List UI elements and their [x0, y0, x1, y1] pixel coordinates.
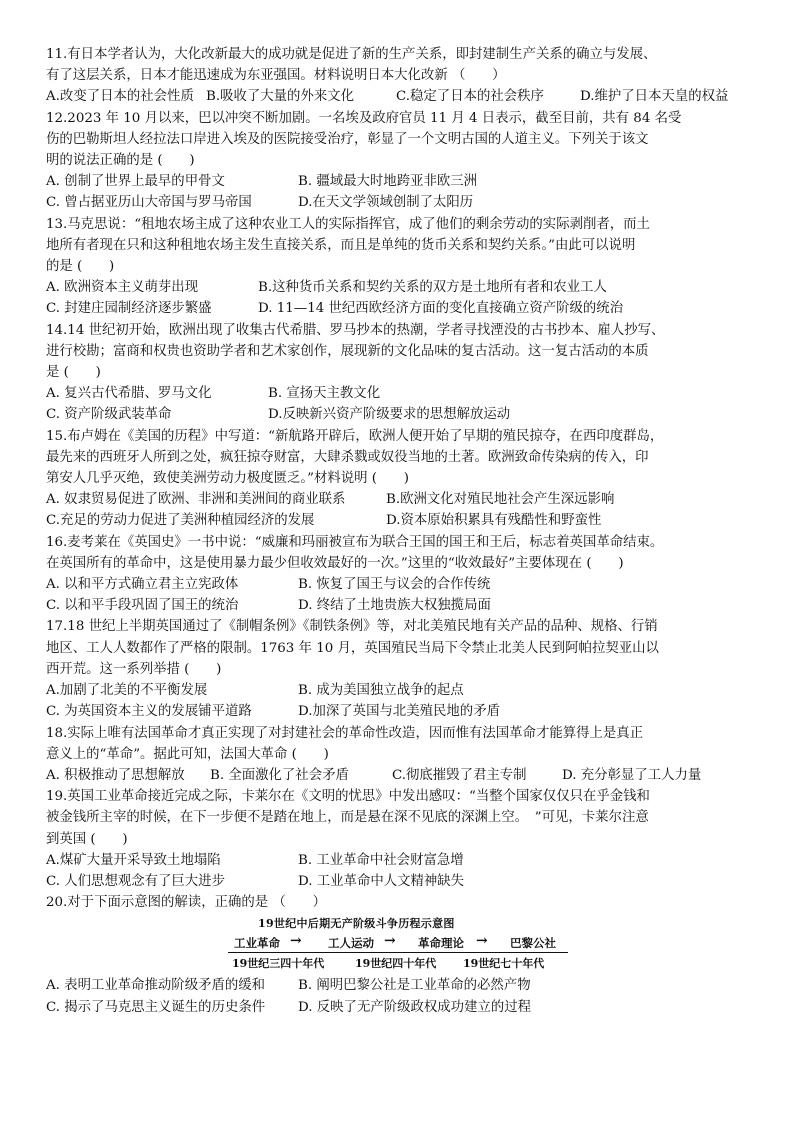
diagram-timeline-line: [228, 952, 568, 953]
options-row: [46, 871, 770, 892]
option-a: A.加剧了北美的不平衡发展: [46, 683, 208, 699]
option-c: C. 资产阶级武装革命: [46, 407, 172, 423]
diagram-title: 19世纪中后期无产阶级斗争历程示意图: [258, 917, 455, 931]
question-text: 伤的巴勒斯坦人经拉法口岸进入埃及的医院接受治疗，彰显了一个文明古国的人道主义。下列关于该文: [46, 131, 649, 147]
question-17: [46, 616, 770, 722]
question-text: 意义上的“革命”。据此可知，法国大革命 ( ): [46, 746, 329, 762]
diagram-stage: 革命理论: [418, 936, 464, 951]
option-d: D. 11—14 世纪西欧经济方面的变化直接确立资产阶级的统治: [258, 301, 624, 317]
option-d: D. 工业革命中人文精神缺失: [298, 873, 465, 889]
question-text: 16.麦考莱在《英国史》一书中说：“威廉和玛丽被宣布为联合王国的国王和王后，标志着英国革命结束。: [46, 534, 664, 550]
diagram-period: 19世纪四十年代: [355, 957, 437, 971]
option-a: A. 以和平方式确立君主立宪政体: [46, 577, 239, 593]
question-11: [46, 44, 770, 108]
option-b: B.这种货币关系和契约关系的双方是土地所有者和农业工人: [258, 280, 607, 296]
question-text: 有了这层关系，日本才能迅速成为东亚强国。材料说明日本大化改新 （ ）: [46, 68, 506, 84]
diagram-stage: 工人运动: [328, 936, 374, 951]
options-row: [46, 680, 770, 701]
question-text: 第安人几乎灭绝，致使美洲劳动力极度匮乏。”材料说明 ( ): [46, 471, 410, 487]
question-text: 在英国所有的革命中，这是使用暴力最少但收效最好的一次。”这里的“收效最好”主要体现在 ( ): [46, 555, 624, 571]
options-row: [46, 404, 770, 425]
option-c: C. 封建庄园制经济逐步繁盛: [46, 301, 212, 317]
options-row: [46, 510, 770, 531]
option-c: C. 人们思想观念有了巨大进步: [46, 873, 225, 889]
option-b: B. 成为美国独立战争的起点: [298, 683, 464, 699]
option-c: C.彻底摧毁了君主专制: [392, 767, 527, 783]
option-b: B.欧洲文化对殖民地社会产生深远影响: [386, 492, 615, 508]
question-text: 14.14 世纪初开始，欧洲出现了收集古代希腊、罗马抄本的热潮，学者寻找湮没的古书抄本、雇人抄写、: [46, 322, 665, 338]
question-text: 11.有日本学者认为，大化改新最大的成功就是促进了新的生产关系，即封建制生产关系的确立与发展、: [46, 47, 657, 62]
question-text: 最先来的西班牙人所到之处，疯狂掠夺财富，大肆杀戮或奴役当地的土著。欧洲致命传染病的传入，印: [46, 449, 649, 465]
question-text: 是 ( ): [46, 365, 101, 381]
options-row: [46, 171, 770, 192]
option-b: B. 阐明巴黎公社是工业革命的必然产物: [298, 978, 531, 994]
options-row: [46, 192, 770, 213]
options-row: [46, 277, 770, 298]
options-row: [46, 850, 770, 871]
option-a: A. 积极推动了思想解放: [46, 767, 185, 783]
question-text: 西开荒。这一系列举措 ( ): [46, 661, 222, 677]
diagram-stage: 巴黎公社: [510, 936, 556, 951]
question-text: 明的说法正确的是 ( ): [46, 153, 195, 169]
diagram-stage: 工业革命: [234, 936, 280, 951]
option-c: C. 以和平手段巩固了国王的统治: [46, 598, 239, 614]
option-b: B. 疆域最大时地跨亚非欧三洲: [298, 174, 478, 190]
options-row: [46, 975, 770, 996]
option-b: B. 恢复了国王与议会的合作传统: [298, 577, 491, 593]
options-row: [46, 86, 770, 107]
question-text: 13.马克思说：“租地农场主成了这种农业工人的实际指挥官，成了他们的剩余劳动的实际剥削者，而土: [46, 216, 650, 232]
option-d: D.加深了英国与北美殖民地的矛盾: [298, 704, 500, 720]
exam-page: [46, 44, 770, 1018]
question-text: 20.对于下面示意图的解读，正确的是 （ ）: [46, 895, 326, 911]
question-14: [46, 320, 770, 426]
options-row: [46, 701, 770, 722]
option-c: C. 揭示了马克思主义诞生的历史条件: [46, 999, 266, 1015]
question-text: 17.18 世纪上半期英国通过了《制帽条例》《制铁条例》等，对北美殖民地有关产品的品种、规格、行销: [46, 619, 658, 635]
option-a: A. 复兴古代希腊、罗马文化: [46, 386, 212, 402]
question-20: [46, 892, 770, 1018]
option-a: A.煤矿大量开采导致土地塌陷: [46, 852, 221, 868]
question-text: 15.布卢姆在《美国的历程》中写道：“新航路开辟后，欧洲人便开始了早期的殖民掠夺，在西印度群岛，: [46, 428, 664, 444]
question-13: [46, 214, 770, 320]
options-row: [46, 574, 770, 595]
option-c: C.稳定了日本的社会秩序: [396, 89, 544, 105]
question-18: [46, 723, 770, 787]
options-row: [46, 489, 770, 510]
options-row: [46, 765, 770, 786]
question-text: 19.英国工业革命接近完成之际，卡莱尔在《文明的忧思》中发出感叹：“当整个国家仅仅只在乎金钱和: [46, 789, 650, 805]
options-row: [46, 997, 770, 1018]
question-text: 地区、工人人数都作了严格的限制。1763 年 10 月，英国殖民当局下令禁止北美人民到阿帕拉契亚山以: [46, 640, 659, 656]
question-text: 的是 ( ): [46, 259, 115, 275]
option-d: D.在天文学领域创制了太阳历: [298, 195, 474, 211]
question-16: [46, 532, 770, 617]
question-text: 到英国 ( ): [46, 831, 128, 847]
question-12: [46, 108, 770, 214]
question-text: 18.实际上唯有法国革命才真正实现了对封建社会的革命性改造，因而惟有法国革命才能算得上是真正: [46, 725, 644, 741]
option-a: A.改变了日本的社会性质: [46, 89, 194, 105]
question-text: 12.2023 年 10 月以来，巴以冲突不断加剧。一名埃及政府官员 11 月 4 日表示，截至目前，共有 84 名受: [46, 110, 682, 126]
diagram-period: 19世纪三四十年代: [232, 957, 325, 971]
options-row: [46, 383, 770, 404]
option-c: C. 曾占据亚历山大帝国与罗马帝国: [46, 195, 252, 211]
option-d: D.资本原始积累具有残酷性和野蛮性: [386, 513, 602, 529]
option-b: B. 宣扬天主教文化: [268, 386, 381, 402]
option-c: C. 为英国资本主义的发展铺平道路: [46, 704, 252, 720]
options-row: [46, 595, 770, 616]
option-d: D. 反映了无产阶级政权成功建立的过程: [298, 999, 532, 1015]
options-row: [46, 298, 770, 319]
option-a: A. 创制了世界上最早的甲骨文: [46, 174, 225, 190]
question-text: 地所有者现在只和这种租地农场主发生直接关系，而且是单纯的货币关系和契约关系。”由此可以说明: [46, 237, 636, 253]
option-d: D.反映新兴资产阶级要求的思想解放运动: [268, 407, 511, 423]
question-19: [46, 786, 770, 892]
option-d: D. 充分彰显了工人力量: [562, 767, 702, 783]
question-text: 被金钱所主宰的时候，在下一步便不是踏在地上，而是悬在深不见底的深渊上空。 ”可见，卡莱尔注意: [46, 810, 649, 826]
option-a: A. 表明工业革命推动阶级矛盾的缓和: [46, 978, 266, 994]
option-b: B. 全面激化了社会矛盾: [210, 767, 349, 783]
option-d: D. 终结了土地贵族大权独揽局面: [298, 598, 491, 614]
question-15: [46, 426, 770, 532]
option-d: D.维护了日本天皇的权益: [580, 89, 729, 105]
diagram-period: 19世纪七十年代: [463, 957, 545, 971]
struggle-timeline-diagram: [46, 915, 770, 973]
option-b: B.吸收了大量的外来文化: [206, 89, 355, 105]
arrow-right-icon: →: [290, 933, 302, 950]
option-c: C.充足的劳动力促进了美洲种植园经济的发展: [46, 513, 315, 529]
option-a: A. 奴隶贸易促进了欧洲、非洲和美洲间的商业联系: [46, 492, 346, 508]
arrow-right-icon: →: [384, 933, 396, 950]
option-a: A. 欧洲资本主义萌芽出现: [46, 280, 199, 296]
arrow-right-icon: →: [476, 933, 488, 950]
option-b: B. 工业革命中社会财富急增: [298, 852, 464, 868]
question-text: 进行校勘；富商和权贵也资助学者和艺术家创作，展现新的文化品味的复古活动。这一复古活动的本质: [46, 343, 649, 359]
